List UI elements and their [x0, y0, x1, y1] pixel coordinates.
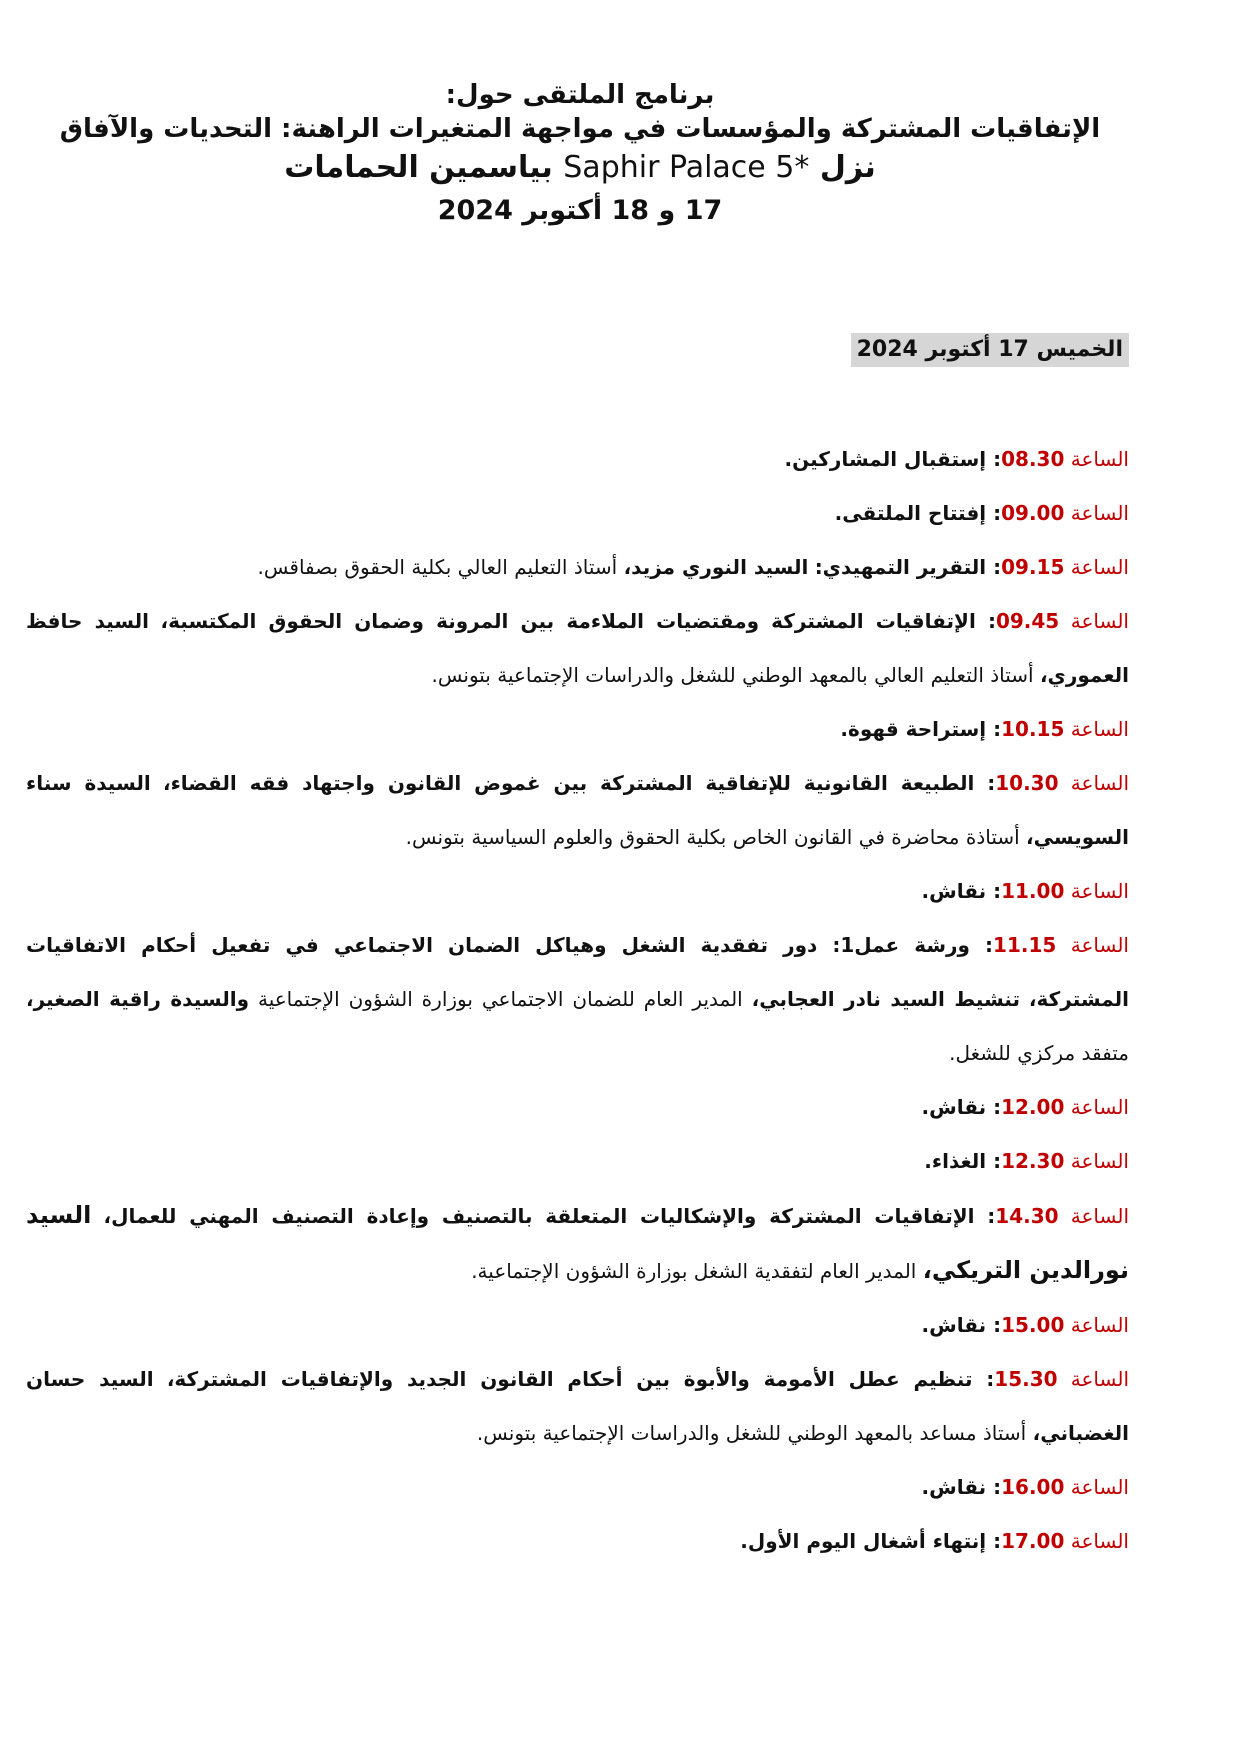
- schedule-item: [26, 1460, 1129, 1514]
- time-label: الساعة: [1070, 1095, 1129, 1119]
- time-separator: :: [974, 1204, 996, 1228]
- session-title: تنظيم عطل الأمومة والأبوة بين أحكام القانون الجديد والإتفاقيات المشتركة،: [166, 1367, 973, 1391]
- schedule-time: 10.15: [1001, 717, 1065, 741]
- time-separator: :: [986, 879, 1002, 903]
- schedule-item: [26, 486, 1129, 540]
- session-title: نقاش.: [921, 879, 987, 903]
- time-separator: :: [986, 717, 1002, 741]
- time-separator: :: [986, 1529, 1002, 1553]
- time-separator: :: [975, 609, 996, 633]
- time-separator: :: [986, 555, 1002, 579]
- session-title: الإتفاقيات المشتركة ومقتضيات الملاءمة بين المرونة وضمان الحقوق المكتسبة،: [160, 609, 976, 633]
- venue-location: بياسمين الحمامات: [284, 150, 553, 185]
- speaker-role: أستاذ التعليم العالي بكلية الحقوق بصفاقس.: [257, 555, 618, 579]
- session-title: الغذاء.: [924, 1149, 987, 1173]
- time-label: الساعة: [1070, 609, 1129, 633]
- speaker-role: المدير العام للضمان الاجتماعي بوزارة الشؤون الإجتماعية: [257, 987, 743, 1011]
- time-label: الساعة: [1070, 1149, 1129, 1173]
- day-heading: الخميس 17 أكتوبر 2024: [851, 333, 1129, 367]
- time-separator: :: [986, 1313, 1002, 1337]
- schedule-item: [26, 1514, 1129, 1568]
- schedule-item: [26, 1188, 1129, 1298]
- program-title: برنامج الملتقى حول:: [445, 80, 715, 110]
- session-speaker: السيد حافظ العموري،: [26, 609, 1129, 687]
- schedule-time: 14.30: [995, 1204, 1059, 1228]
- session-title: ورشة عمل1: دور تفقدية الشغل وهياكل الضمان الاجتماعي في تفعيل أحكام الاتفاقيات المشتركة،: [26, 933, 1130, 1011]
- time-label: الساعة: [1070, 879, 1129, 903]
- time-label: الساعة: [1070, 933, 1129, 957]
- schedule-time: 15.00: [1001, 1313, 1065, 1337]
- speaker-role-2: متفقد مركزي للشغل.: [949, 1041, 1129, 1065]
- schedule-item: [26, 756, 1129, 864]
- time-label: الساعة: [1070, 555, 1129, 579]
- venue-name: Saphir Palace 5*: [563, 150, 810, 185]
- schedule-time: 10.30: [995, 771, 1059, 795]
- session-speaker: تنشيط السيد نادر العجابي،: [751, 987, 1020, 1011]
- session-speaker: السيد نورالدين التريكي،: [26, 1201, 1129, 1284]
- time-separator: :: [986, 447, 1002, 471]
- time-label: الساعة: [1070, 1529, 1129, 1553]
- schedule-time: 12.00: [1001, 1095, 1065, 1119]
- session-title: إستراحة قهوة.: [840, 717, 987, 741]
- time-label: الساعة: [1070, 1475, 1129, 1499]
- time-label: الساعة: [1070, 501, 1129, 525]
- time-separator: :: [986, 1095, 1002, 1119]
- time-label: الساعة: [1070, 1204, 1130, 1228]
- session-title: نقاش.: [921, 1313, 987, 1337]
- time-label: الساعة: [1070, 1367, 1130, 1391]
- schedule-time: 09.15: [1001, 555, 1065, 579]
- schedule-item: [26, 540, 1129, 594]
- session-speaker-2: والسيدة راقية الصغير،: [26, 987, 250, 1011]
- time-separator: :: [986, 1149, 1002, 1173]
- speaker-role: أستاذ مساعد بالمعهد الوطني للشغل والدراسات الإجتماعية بتونس.: [476, 1421, 1027, 1445]
- program-subject: الإتفاقيات المشتركة والمؤسسات في مواجهة المتغيرات الراهنة: التحديات والآفاق: [59, 114, 1101, 144]
- schedule-time: 17.00: [1001, 1529, 1065, 1553]
- schedule-item: [26, 1352, 1129, 1460]
- schedule-item: [26, 702, 1129, 756]
- schedule-item: [26, 1080, 1129, 1134]
- time-label: الساعة: [1070, 717, 1129, 741]
- program-header: [0, 78, 1160, 232]
- schedule-time: 12.30: [1001, 1149, 1065, 1173]
- session-title: إفتتاح الملتقى.: [834, 501, 987, 525]
- session-speaker: السيد حسان الغضباني،: [26, 1367, 1129, 1445]
- schedule-item: [26, 864, 1129, 918]
- speaker-role: المدير العام لتفقدية الشغل بوزارة الشؤون الإجتماعية.: [471, 1259, 917, 1283]
- time-separator: :: [974, 771, 996, 795]
- time-separator: :: [972, 1367, 995, 1391]
- schedule-time: 16.00: [1001, 1475, 1065, 1499]
- session-title: نقاش.: [921, 1475, 987, 1499]
- time-label: الساعة: [1070, 1313, 1129, 1337]
- time-separator: :: [986, 501, 1002, 525]
- program-schedule: [26, 432, 1129, 1568]
- session-title: الطبيعة القانونية للإتفاقية المشتركة بين غموض القانون واجتهاد فقه القضاء،: [162, 771, 975, 795]
- time-label: الساعة: [1070, 447, 1129, 471]
- event-dates: 17 و 18 أكتوبر 2024: [437, 195, 723, 226]
- schedule-item: [26, 1134, 1129, 1188]
- schedule-item: [26, 594, 1129, 702]
- time-label: الساعة: [1070, 771, 1130, 795]
- schedule-time: 09.00: [1001, 501, 1065, 525]
- venue-prefix: نزل: [819, 150, 876, 185]
- time-separator: :: [969, 933, 994, 957]
- session-title: التقرير التمهيدي:: [814, 555, 987, 579]
- schedule-time: 11.15: [993, 933, 1057, 957]
- session-title: إنتهاء أشغال اليوم الأول.: [740, 1529, 987, 1553]
- schedule-time: 09.45: [995, 609, 1060, 633]
- session-title: الإتفاقيات المشتركة والإشكاليات المتعلقة بالتصنيف وإعادة التصنيف المهني للعمال،: [103, 1204, 975, 1228]
- schedule-time: 08.30: [1001, 447, 1065, 471]
- venue-line: [0, 146, 1160, 190]
- session-title: إستقبال المشاركين.: [784, 447, 987, 471]
- schedule-time: 11.00: [1001, 879, 1065, 903]
- schedule-item: [26, 1298, 1129, 1352]
- speaker-role: أستاذة محاضرة في القانون الخاص بكلية الحقوق والعلوم السياسية بتونس.: [405, 825, 1020, 849]
- schedule-time: 15.30: [994, 1367, 1058, 1391]
- session-speaker: السيدة سناء السويسي،: [26, 771, 1129, 849]
- session-title: نقاش.: [921, 1095, 987, 1119]
- schedule-item: [26, 432, 1129, 486]
- time-separator: :: [986, 1475, 1002, 1499]
- schedule-item: [26, 918, 1129, 1080]
- speaker-role: أستاذ التعليم العالي بالمعهد الوطني للشغل والدراسات الإجتماعية بتونس.: [431, 663, 1034, 687]
- session-speaker: السيد النوري مزيد،: [623, 555, 809, 579]
